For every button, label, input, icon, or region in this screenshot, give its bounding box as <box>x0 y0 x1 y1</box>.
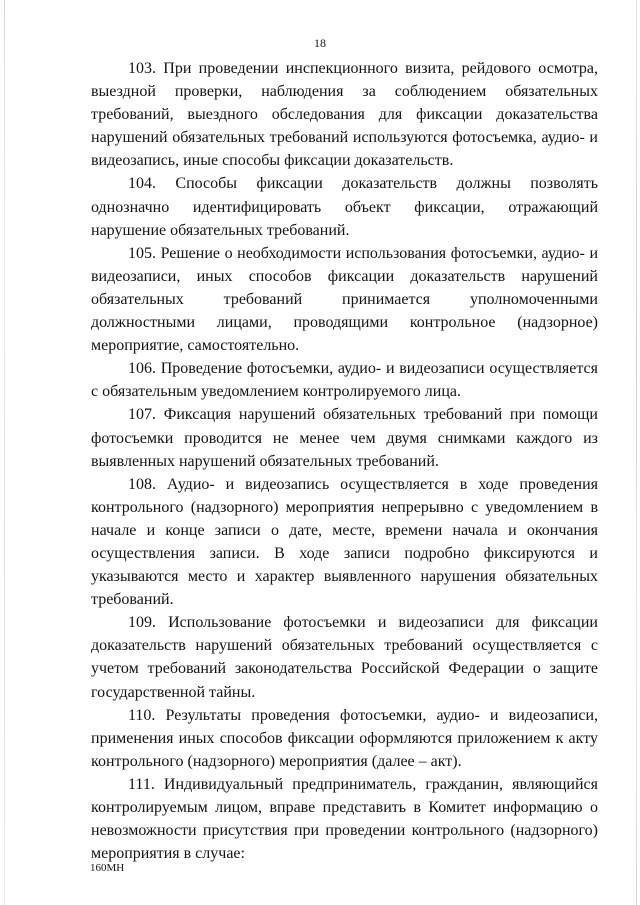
document-body <box>91 57 598 865</box>
paragraph-110: 110. Результаты проведения фотосъемки, аудио- и видеозаписи, применения иных способов фиксации оформляются приложением к акту контрольного (надзорного) мероприятия (далее – акт). <box>91 706 598 770</box>
paragraph-108: 108. Аудио- и видеозапись осуществляется в ходе проведения контрольного (надзорного) мероприятия непрерывно с уведомлением в начале и конце записи о дате, месте, времени начала и окончания осуществления записи. В ходе записи подробно фиксируются и указываются место и характер выявленного нарушения обязательных требований. <box>91 475 598 609</box>
paragraph-107: 107. Фиксация нарушений обязательных требований при помощи фотосъемки проводится не менее чем двумя снимками каждого из выявленных нарушений обязательных требований. <box>91 406 598 470</box>
page-number: 18 <box>314 36 326 50</box>
paragraph-111: 111. Индивидуальный предприниматель, гражданин, являющийся контролируемым лицом, вправе представить в Комитет информацию о невозможности присутствия при проведении контрольного (надзорного) мероприятия в случае: <box>91 775 598 863</box>
paragraph-104: 104. Способы фиксации доказательств должны позволять однозначно идентифицировать объект фиксации, отражающий нарушение обязательных требований. <box>91 175 598 239</box>
paragraph-105: 105. Решение о необходимости использования фотосъемки, аудио- и видеозаписи, иных способов фиксации доказательств нарушений обязательных требований принимается уполномоченными должностными лицами, проводящими контрольное (надзорное) мероприятие, самостоятельно. <box>91 244 598 355</box>
scan-edge-left <box>4 0 5 905</box>
document-code: 160МН <box>90 862 125 874</box>
paragraph-109: 109. Использование фотосъемки и видеозаписи для фиксации доказательств нарушений обязательных требований осуществляется с учетом требований законодательства Российской Федерации о защите государственной тайны. <box>91 614 598 701</box>
scan-edge-right <box>636 0 637 905</box>
paragraph-103: 103. При проведении инспекционного визита, рейдового осмотра, выездной проверки, наблюдения за соблюдением обязательных требований, выездного обследования для фиксации доказательства нарушений обязательных требований используются фотосъемка, аудио- и видеозапись, иные способы фиксации доказательств. <box>91 60 598 170</box>
paragraph-106: 106. Проведение фотосъемки, аудио- и видеозаписи осуществляется с обязательным уведомлением контролируемого лица. <box>91 360 598 401</box>
